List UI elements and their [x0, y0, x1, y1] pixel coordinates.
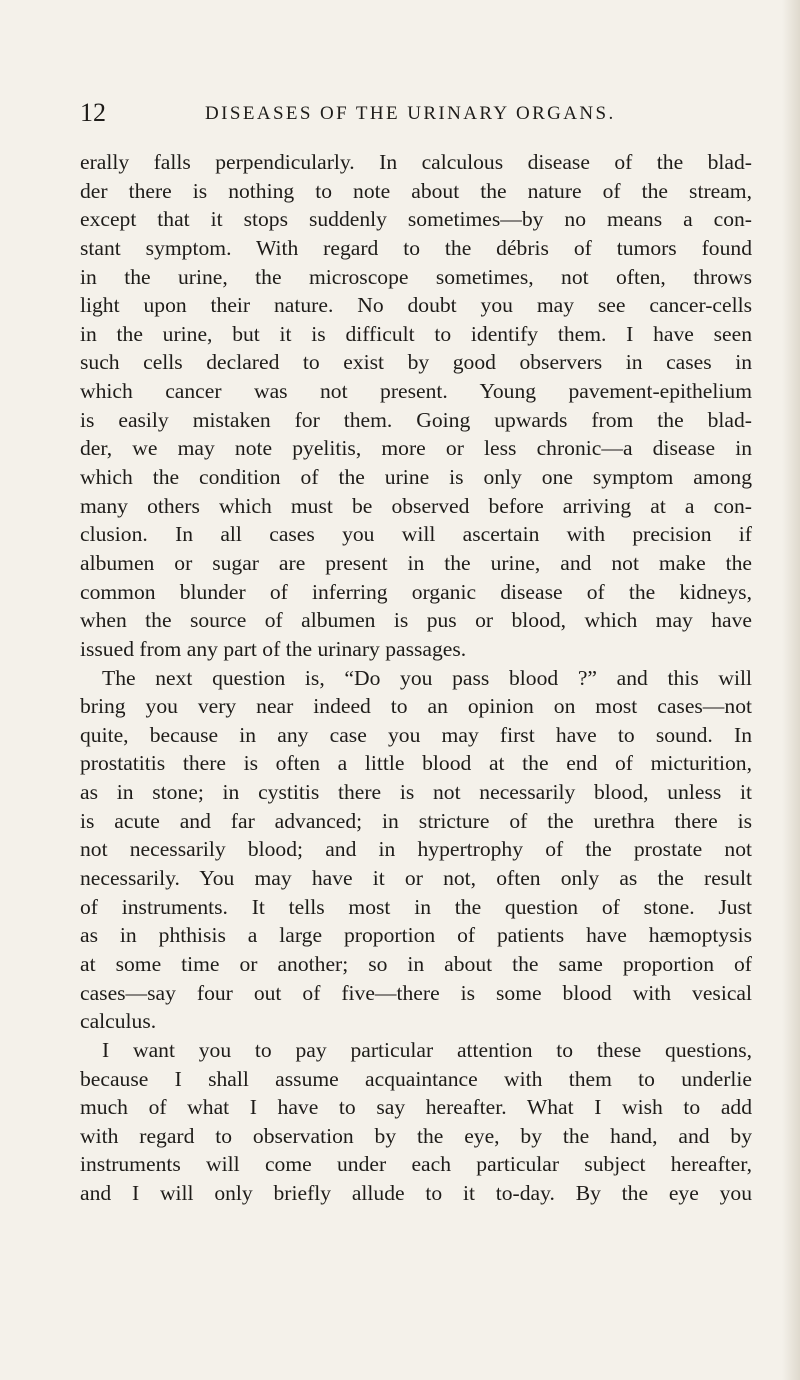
text-line: der, we may note pyelitis, more or less chronic—a disease in [80, 436, 752, 461]
text-line: bring you very near indeed to an opinion on most cases—not [80, 694, 752, 719]
text-line: at some time or another; so in about the same proportion of [80, 951, 752, 976]
text-line: calculus. [80, 1009, 157, 1034]
text-line: is easily mistaken for them. Going upwards from the blad- [80, 407, 752, 432]
text-line: albumen or sugar are present in the urine, and not make the [80, 550, 752, 575]
text-line: The next question is, “Do you pass blood ?” and this will [102, 665, 752, 690]
page-fold-shadow [782, 0, 800, 1380]
running-head: DISEASES OF THE URINARY ORGANS. [205, 103, 616, 124]
text-line: quite, because in any case you may first have to sound. In [80, 722, 752, 747]
text-line: in the urine, but it is difficult to identify them. I have seen [80, 321, 752, 346]
text-line: stant symptom. With regard to the débris of tumors found [80, 235, 752, 260]
text-line: cases—say four out of five—there is some blood with vesical [80, 980, 752, 1005]
text-line: I want you to pay particular attention to these questions, [102, 1037, 752, 1062]
paragraph [80, 664, 752, 1036]
text-line: as in stone; in cystitis there is not necessarily blood, unless it [80, 780, 752, 805]
page-number: 12 [80, 98, 106, 127]
text-line: of instruments. It tells most in the question of stone. Just [80, 894, 752, 919]
text-line: and I will only briefly allude to it to-day. By the eye you [80, 1181, 752, 1206]
text-line: clusion. In all cases you will ascertain with precision if [80, 522, 752, 547]
text-line: in the urine, the microscope sometimes, not often, throws [80, 264, 752, 289]
page-header [0, 98, 800, 128]
text-line: issued from any part of the urinary passages. [80, 636, 467, 661]
text-line: many others which must be observed before arriving at a con- [80, 493, 752, 518]
text-line: not necessarily blood; and in hypertrophy of the prostate not [80, 837, 752, 862]
paragraph [80, 148, 752, 664]
text-line: when the source of albumen is pus or blood, which may have [80, 608, 752, 633]
text-line: except that it stops suddenly sometimes—by no means a con- [80, 207, 752, 232]
text-line: with regard to observation by the eye, by the hand, and by [80, 1123, 752, 1148]
text-line: common blunder of inferring organic disease of the kidneys, [80, 579, 752, 604]
paragraph [80, 1036, 752, 1208]
text-line: necessarily. You may have it or not, often only as the result [80, 866, 752, 891]
text-line: much of what I have to say hereafter. What I wish to add [80, 1095, 752, 1120]
text-line: as in phthisis a large proportion of patients have hæmoptysis [80, 923, 752, 948]
body-text [80, 148, 752, 1208]
text-line: instruments will come under each particular subject hereafter, [80, 1152, 752, 1177]
text-line: such cells declared to exist by good observers in cases in [80, 350, 752, 375]
text-line: erally falls perpendicularly. In calculous disease of the blad- [80, 150, 752, 174]
text-line: because I shall assume acquaintance with them to underlie [80, 1066, 752, 1091]
text-line: light upon their nature. No doubt you may see cancer-cells [80, 293, 752, 318]
text-line: which the condition of the urine is only one symptom among [80, 465, 752, 490]
text-line: which cancer was not present. Young pavement-epithelium [80, 379, 752, 404]
text-line: prostatitis there is often a little blood at the end of micturition, [80, 751, 752, 776]
text-line: is acute and far advanced; in stricture of the urethra there is [80, 808, 752, 833]
text-line: der there is nothing to note about the nature of the stream, [80, 178, 752, 203]
